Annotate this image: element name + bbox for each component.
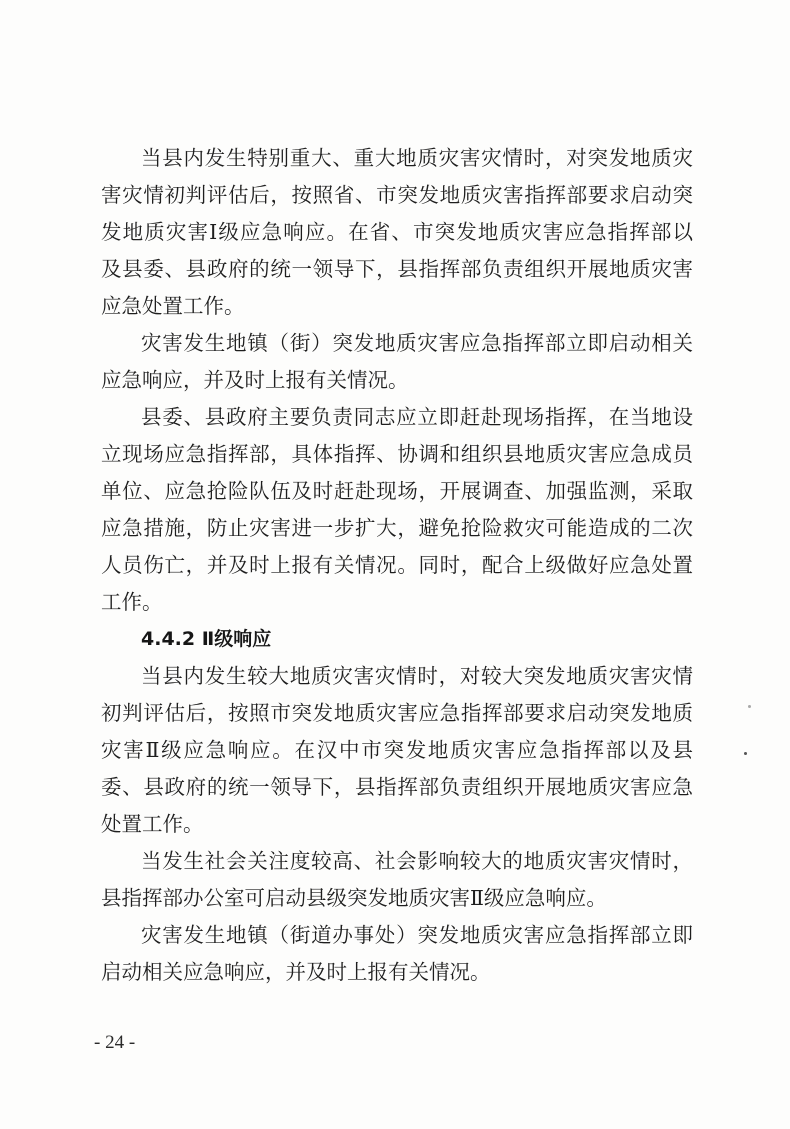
paragraph-line: 应急处置工作。	[101, 294, 245, 318]
paragraph-line: 初判评估后，按照市突发地质灾害应急指挥部要求启动突发地质	[101, 701, 693, 725]
paragraph-line: 应急措施，防止灾害进一步扩大，避免抢险救灾可能造成的二次	[101, 516, 693, 540]
paragraph-line: 当发生社会关注度较高、社会影响较大的地质灾害灾情时，	[141, 849, 693, 873]
paragraph-line: 灾害发生地镇（街道办事处）突发地质灾害应急指挥部立即	[141, 923, 693, 947]
paragraph-line: 灾害Ⅱ级应急响应。在汉中市突发地质灾害应急指挥部以及县	[101, 738, 693, 762]
section-heading: 4.4.2 Ⅱ级响应	[141, 628, 272, 650]
paragraph-line: 委、县政府的统一领导下，县指挥部负责组织开展地质灾害应急	[101, 775, 693, 799]
paragraph-line: 人员伤亡，并及时上报有关情况。同时，配合上级做好应急处置	[101, 553, 693, 577]
paragraph-line: 县委、县政府主要负责同志应立即赶赴现场指挥，在当地设	[141, 405, 693, 429]
paragraph-line: 当县内发生较大地质灾害灾情时，对较大突发地质灾害灾情	[141, 664, 693, 688]
paragraph-line: 立现场应急指挥部，具体指挥、协调和组织县地质灾害应急成员	[101, 442, 693, 466]
paragraph-line: 启动相关应急响应，并及时上报有关情况。	[101, 960, 491, 984]
paragraph-line: 当县内发生特别重大、重大地质灾害灾情时，对突发地质灾	[141, 146, 693, 170]
paragraph-line: 及县委、县政府的统一领导下，县指挥部负责组织开展地质灾害	[101, 257, 693, 281]
page-number: - 24 -	[94, 1032, 136, 1053]
paragraph-line: 害灾情初判评估后，按照省、市突发地质灾害指挥部要求启动突	[101, 183, 693, 207]
paragraph-line: 应急响应，并及时上报有关情况。	[101, 368, 409, 392]
paragraph-line: 灾害发生地镇（街）突发地质灾害应急指挥部立即启动相关	[141, 331, 693, 355]
paragraph-line: 发地质灾害Ⅰ级应急响应。在省、市突发地质灾害应急指挥部以	[101, 220, 693, 244]
scan-speck	[744, 752, 747, 755]
paragraph-line: 县指挥部办公室可启动县级突发地质灾害Ⅱ级应急响应。	[101, 886, 607, 910]
paragraph-line: 工作。	[101, 590, 163, 614]
paragraph-line: 单位、应急抢险队伍及时赶赴现场，开展调查、加强监测，采取	[101, 479, 693, 503]
scan-speck	[748, 705, 751, 708]
paragraph-line: 处置工作。	[101, 812, 204, 836]
